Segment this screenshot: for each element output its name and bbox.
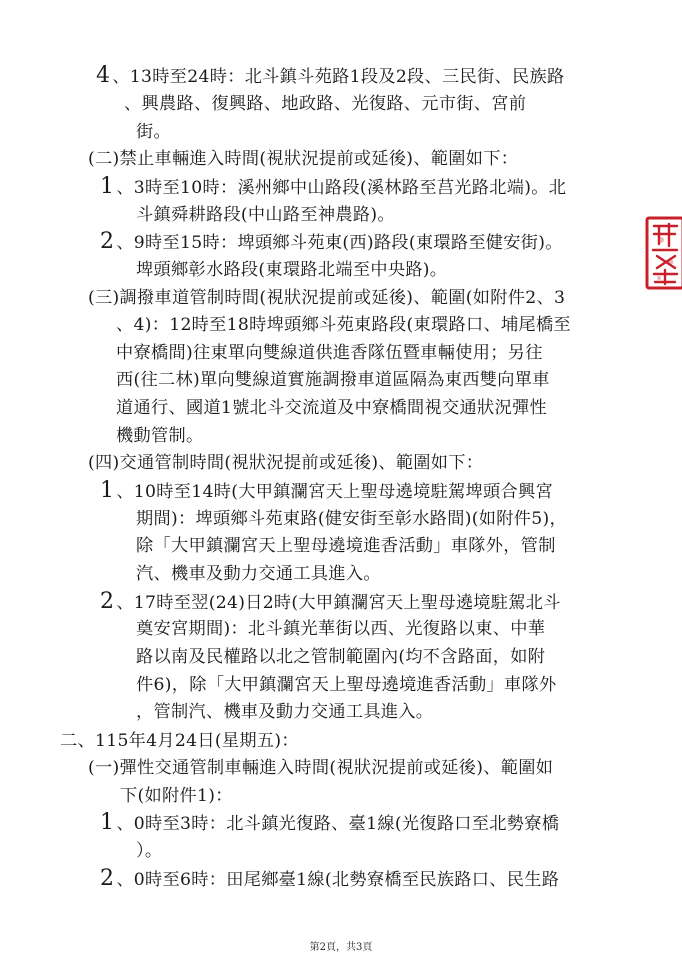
section-heading: (二)禁止車輛進入時間(視狀況提前或延後)、範圍如下：	[88, 149, 519, 169]
line-text: 、3時至10時：溪州鄉中山路段(溪林路至莒光路北端)。北	[116, 178, 567, 198]
line-text: 、0時至6時：田尾鄉臺1線(北勢寮橋至民族路口、民生路	[116, 870, 560, 890]
text-line: 期間)：埤頭鄉斗苑東路(健安街至彰水路間)(如附件5)，	[136, 509, 567, 529]
section-heading: (一)彈性交通管制車輛進入時間(視狀況提前或延後)、範圍如	[88, 758, 554, 778]
text-line	[100, 175, 566, 200]
page-footer: 第2頁，共3頁	[309, 942, 373, 953]
line-text: 、10時至14時(大甲鎮瀾宮天上聖母遶境駐駕埤頭合興宮	[116, 482, 553, 502]
line-text: 、0時至3時：北斗鎮光復路、臺1線(光復路口至北勢寮橋	[116, 814, 560, 834]
item-number: 1	[100, 478, 115, 503]
item-number: 1	[100, 174, 115, 199]
text-line: 街。	[136, 122, 171, 142]
text-line	[100, 867, 559, 892]
text-line: 奠安宮期間)：北斗鎮光華街以西、光復路以東、中華	[136, 619, 546, 639]
text-line	[100, 811, 559, 836]
item-number: 4	[96, 63, 111, 88]
text-line: 、4)：12時至18時埤頭鄉斗苑東路段(東環路口、埔尾橋至	[116, 315, 571, 335]
text-line	[96, 64, 564, 89]
line-text: 、9時至15時：埤頭鄉斗苑東(西)路段(東環路至健安街)。	[116, 233, 563, 253]
section-heading: 二、115年4月24日(星期五)：	[60, 731, 299, 751]
red-seal-stamp	[641, 210, 682, 296]
text-line: 、興農路、復興路、地政路、光復路、元市街、宮前	[124, 94, 527, 114]
text-line: 除「大甲鎮瀾宮天上聖母遶境進香活動」車隊外，管制	[136, 536, 556, 556]
text-line: 機動管制。	[116, 426, 204, 446]
section-heading: (三)調撥車道管制時間(視狀況提前或延後)、範圍(如附件2、3	[88, 288, 566, 308]
line-text: 、17時至翌(24)日2時(大甲鎮瀾宮天上聖母遶境駐駕北斗	[116, 593, 561, 613]
item-number: 2	[100, 229, 115, 254]
text-line: 中寮橋間)往東單向雙線道供進香隊伍暨車輛使用；另往	[116, 343, 543, 363]
text-line: 西(往二林)單向雙線道實施調撥車道區隔為東西雙向單車	[116, 370, 550, 390]
text-line: 斗鎮舜耕路段(中山路至神農路)。	[136, 205, 395, 225]
text-line: 埤頭鄉彰水路段(東環路北端至中央路)。	[136, 260, 448, 280]
item-number: 1	[100, 810, 115, 835]
section-heading: (四)交通管制時間(視狀況提前或延後)、範圍如下：	[88, 453, 484, 473]
text-line: 道通行、國道1號北斗交流道及中寮橋間視交通狀況彈性	[116, 398, 547, 418]
text-line: ，管制汽、機車及動力交通工具進入。	[136, 702, 434, 722]
text-line: 汽、機車及動力交通工具進入。	[136, 564, 381, 584]
text-line	[100, 230, 563, 255]
item-number: 2	[100, 589, 115, 614]
text-line	[100, 590, 561, 615]
text-line: 路以南及民權路以北之管制範圍內(均不含路面，如附	[136, 647, 546, 667]
item-number: 2	[100, 866, 115, 891]
line-text: 、13時至24時：北斗鎮斗苑路1段及2段、三民街、民族路	[112, 67, 565, 87]
text-line	[100, 479, 553, 504]
text-line: 下(如附件1)：	[120, 786, 233, 806]
text-line: 件6)，除「大甲鎮瀾宮天上聖母遶境進香活動」車隊外	[136, 675, 557, 695]
text-line: ）。	[136, 841, 163, 861]
